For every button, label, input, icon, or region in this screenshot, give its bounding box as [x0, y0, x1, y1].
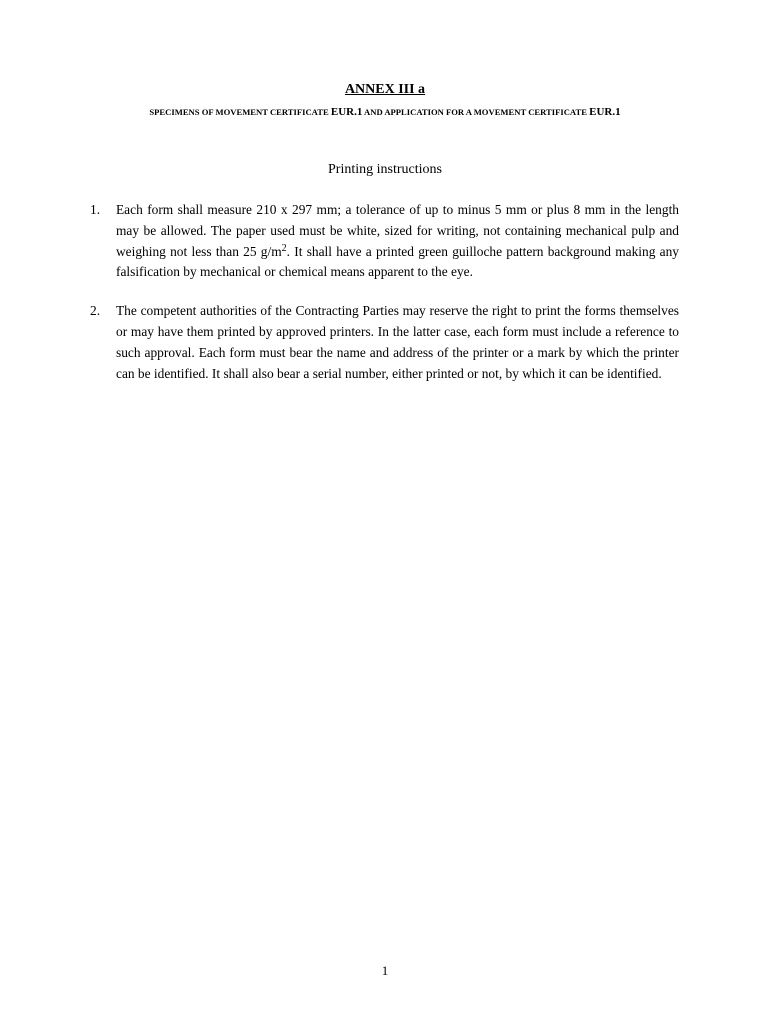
instruction-number: 1. [90, 202, 101, 217]
section-heading: Printing instructions [328, 162, 442, 177]
page-number: 1 [381, 963, 389, 978]
superscript: 2 [281, 242, 287, 254]
subtitle-part-3: AND APPLICATION FOR A MOVEMENT CERTIFICATE [362, 107, 590, 117]
annex-subtitle [0, 106, 770, 118]
instructions-list [90, 200, 679, 402]
instruction-text-part: . It shall have a printed green guilloche pattern background making any falsification by mechanical or chemical means apparent to the eye. [116, 243, 679, 280]
instruction-text-part: Each form shall measure 210 x 297 mm; a tolerance of up to minus 5 mm or plus 8 mm in the length may be allowed. The paper used must be white, sized for writing, not containing mechanical pulp and weighing not less than 25 g/m [116, 202, 679, 259]
instruction-item-1 [90, 200, 679, 283]
instruction-item-2 [90, 301, 679, 384]
subtitle-part-4: EUR.1 [589, 106, 621, 118]
subtitle-part-1: SPECIMENS OF MOVEMENT CERTIFICATE [149, 107, 331, 117]
instruction-text: The competent authorities of the Contracting Parties may reserve the right to print the forms themselves or may have them printed by approved printers. In the latter case, each form must include a reference to such approval. Each form must bear the name and address of the printer or a mark by which the printer can be identified. It shall also bear a serial number, either printed or not, by which it can be identified. [116, 303, 679, 381]
instruction-number: 2. [90, 303, 101, 319]
subtitle-part-2: EUR.1 [330, 106, 363, 118]
instruction-text [116, 202, 679, 279]
annex-title: ANNEX III a [344, 82, 426, 97]
